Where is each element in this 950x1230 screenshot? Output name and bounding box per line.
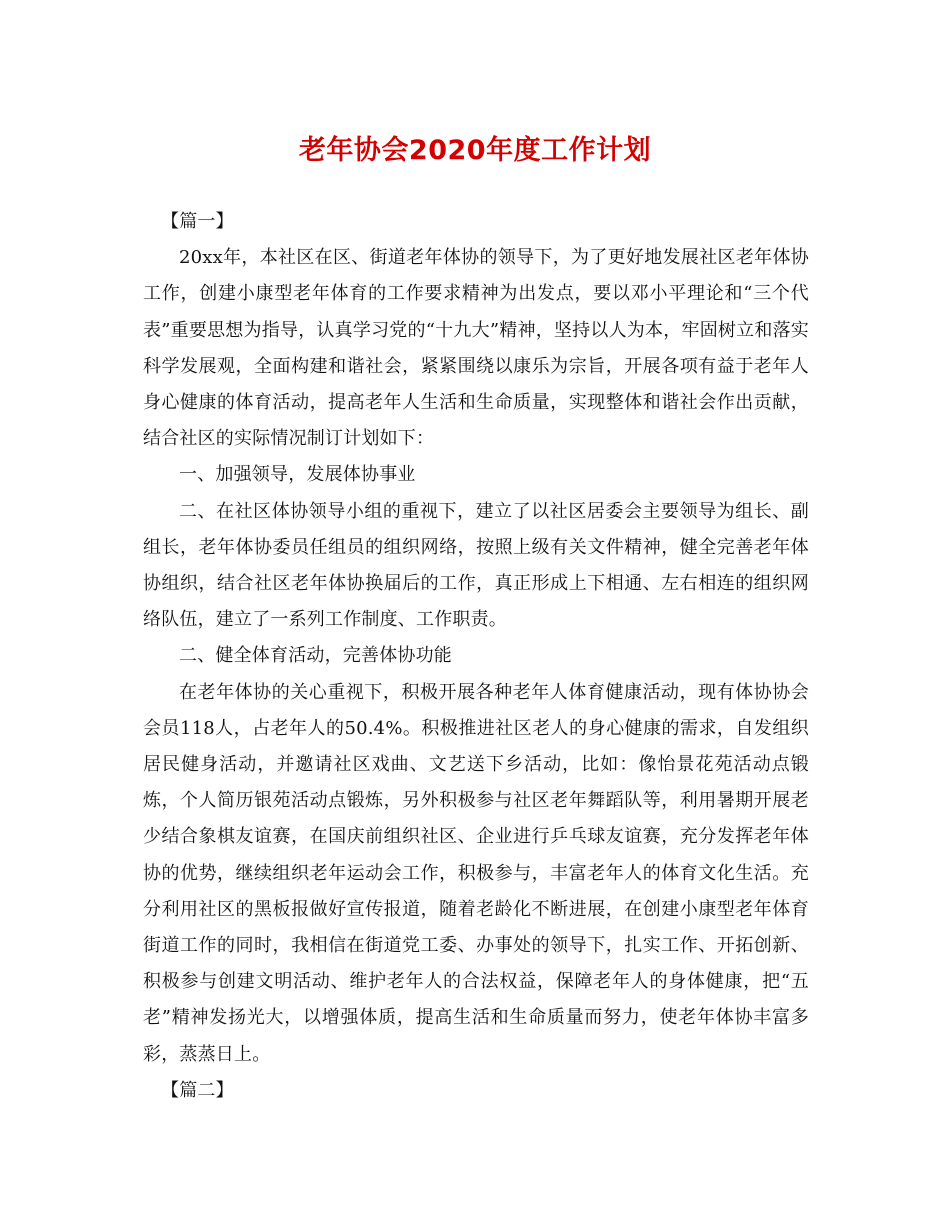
section-heading-2: 【篇二】 — [161, 1079, 234, 1101]
paragraph-intro: 20xx年，本社区在区、街道老年体协的领导下，为了更好地发展社区老年体协工作，创建小康型老年体育的工作要求精神为出发点，要以邓小平理论和“三个代表”重要思想为指导，认真学习党的“十九大”精神，坚持以人为本，牢固树立和落实科学发展观，全面构建和谐社会，紧紧围绕以康乐为宗旨，开展各项有益于老年人身心健康的体育活动，提高老年人生活和生命质量，实现整体和谐社会作出贡献，结合社区的实际情况制订计划如下： — [143, 247, 809, 450]
paragraph-organization: 二、在社区体协领导小组的重视下，建立了以社区居委会主要领导为组长、副组长，老年体协委员任组员的组织网络，按照上级有关文件精神，健全完善老年体协组织，结合社区老年体协换届后的工作，真正形成上下相通、左右相连的组织网络队伍，建立了一系列工作制度、工作职责。 — [143, 500, 809, 631]
section-heading-1: 【篇一】 — [161, 211, 234, 232]
document-title: 老年协会2020年度工作计划 — [298, 135, 652, 166]
paragraph-heading-2: 二、健全体育活动，完善体协功能 — [179, 645, 452, 667]
paragraph-heading-1: 一、加强领导，发展体协事业 — [179, 464, 416, 486]
paragraph-activities: 在老年体协的关心重视下，积极开展各种老年人体育健康活动，现有体协协会会员118人，占老年人的50.4%。积极推进社区老人的身心健康的需求，自发组织居民健身活动，并邀请社区戏曲、文艺送下乡活动，比如：像怡景花苑活动点锻炼，个人简历银苑活动点锻炼，另外积极参与社区老年舞蹈队等，利用暑期开展老少结合象棋友谊赛，在国庆前组织社区、企业进行乒乓球友谊赛，充分发挥老年体协的优势，继续组织老年运动会工作，积极参与，丰富老年人的体育文化生活。充分利用社区的黑板报做好宣传报道，随着老龄化不断进展，在创建小康型老年体育街道工作的同时，我相信在街道党工委、办事处的领导下，扎实工作、开拓创新、积极参与创建文明活动、维护老年人的合法权益，保障老年人的身体健康，把“五老”精神发扬光大，以增强体质，提高生活和生命质量而努力，使老年体协丰富多彩，蒸蒸日上。 — [143, 681, 809, 1065]
document-body — [143, 204, 809, 1109]
